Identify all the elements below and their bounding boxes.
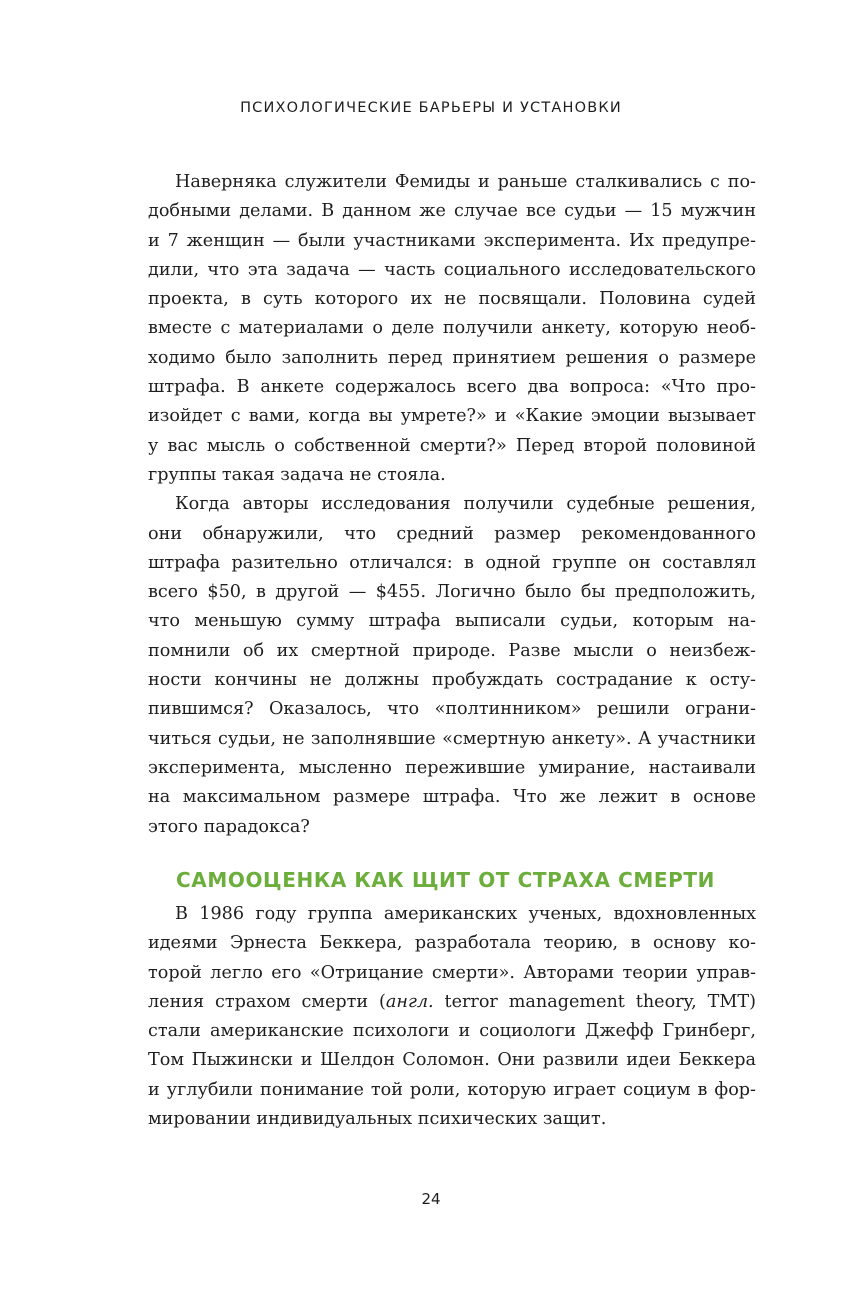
text-line: В 1986 году группа американских ученых, вдохновленных [175, 904, 756, 924]
text-line: Когда авторы исследования получили судебные решения, [175, 494, 756, 515]
text-line: что меньшую сумму штрафа выписали судьи, которым на- [148, 611, 756, 632]
text-line: группы такая задача не стояла. [148, 464, 446, 485]
text-segment: ления страхом смерти ( [148, 991, 386, 1012]
italic-abbreviation: англ. [385, 991, 434, 1012]
paragraph-2 [148, 490, 756, 842]
body-text-block [148, 168, 756, 842]
text-line: торой легло его «Отрицание смерти». Авторами теории управ- [148, 962, 756, 983]
text-line: помнили об их смертной природе. Разве мысли о неизбеж- [148, 640, 756, 661]
text-line: всего $50, в другой — $455. Логично было бы предположить, [148, 582, 756, 603]
text-line: они обнаружили, что средний размер рекомендованного [148, 523, 756, 544]
section-text-block [148, 900, 756, 1134]
text-line: идеями Эрнеста Беккера, разработала теорию, в основу ко- [148, 933, 756, 954]
text-line: дили, что эта задача — часть социального исследовательского [148, 259, 756, 280]
text-line: читься судьи, не заполнявшие «смертную анкету». А участники [148, 728, 756, 749]
text-line: эксперимента, мысленно пережившие умирание, настаивали [148, 757, 756, 778]
text-line: проекта, в суть которого их не посвящали. Половина судей [148, 289, 756, 310]
text-line: мировании индивидуальных психических защит. [148, 1109, 607, 1130]
text-line: Наверняка служители Фемиды и раньше сталкивались с по- [175, 172, 756, 192]
text-line: ходимо было заполнить перед принятием решения о размере [148, 347, 756, 368]
text-line: штрафа. В анкете содержалось всего два вопроса: «Что про- [148, 377, 756, 398]
text-line: пившимся? Оказалось, что «полтинником» решили ограни- [148, 699, 756, 720]
paragraph-3 [148, 900, 756, 1134]
text-line: и 7 женщин — были участниками эксперимента. Их предупре- [148, 230, 756, 251]
text-line: и углубили понимание той роли, которую играет социум в фор- [148, 1079, 756, 1100]
text-line: вместе с материалами о деле получили анкету, которую необ- [148, 318, 756, 339]
text-line: штрафа разительно отличался: в одной группе он составлял [148, 552, 756, 573]
text-line: стали американские психологи и социологи Джефф Гринберг, [148, 1021, 756, 1042]
text-segment: terror management theory, TMT) [433, 991, 756, 1012]
text-line-mixed [148, 988, 756, 1017]
paragraph-1 [148, 168, 756, 490]
running-head: ПСИХОЛОГИЧЕСКИЕ БАРЬЕРЫ И УСТАНОВКИ [240, 100, 622, 116]
text-line: у вас мысль о собственной смерти?» Перед второй половиной [148, 435, 756, 456]
text-line: Том Пыжински и Шелдон Соломон. Они развили идеи Беккера [148, 1050, 756, 1071]
text-line: ности кончины не должны пробуждать сострадание к осту- [148, 670, 756, 691]
text-line: добными делами. В данном же случае все судьи — 15 мужчин [148, 201, 756, 222]
section-heading: САМООЦЕНКА КАК ЩИТ ОТ СТРАХА СМЕРТИ [176, 868, 716, 892]
text-line: этого парадокса? [148, 816, 310, 837]
page-number: 24 [421, 1190, 441, 1208]
text-line: изойдет с вами, когда вы умрете?» и «Какие эмоции вызывает [148, 406, 756, 427]
text-line: на максимальном размере штрафа. Что же лежит в основе [148, 787, 756, 808]
